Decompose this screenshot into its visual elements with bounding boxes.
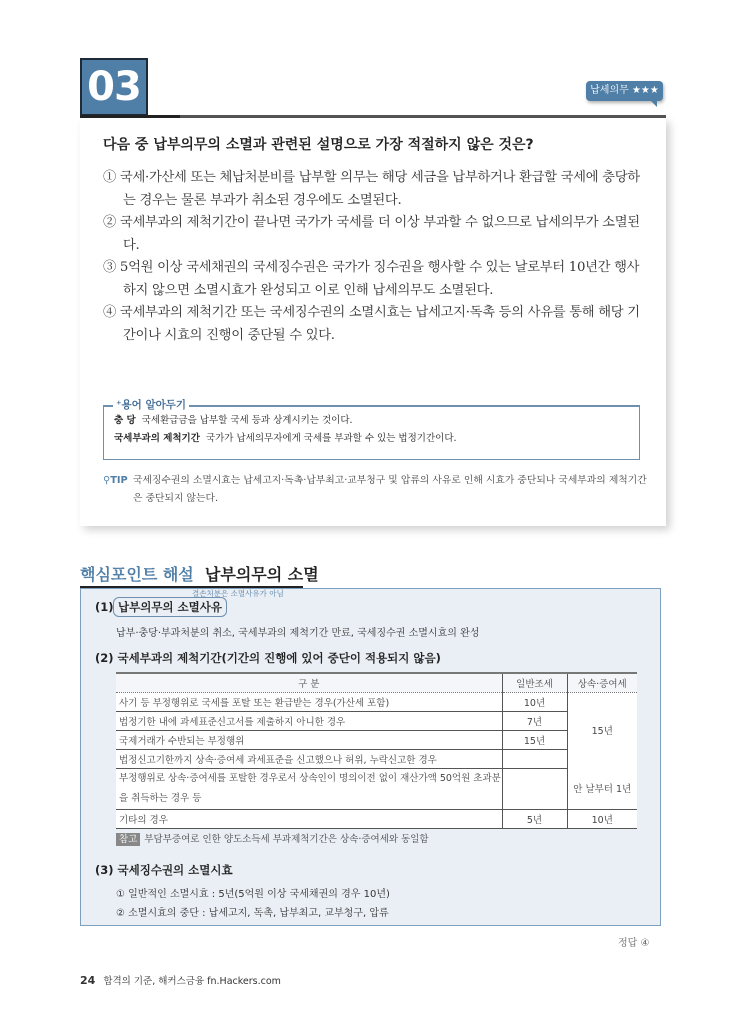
cell: 10년 [567, 809, 637, 828]
table-row [116, 768, 637, 809]
col-header: 구 분 [116, 673, 502, 692]
glossary-term: 국세부과의 제척기간 [114, 433, 200, 444]
s2-heading: (2) 국세부과의 제척기간(기간의 진행에 있어 중단이 적용되지 않음) [95, 651, 441, 665]
glossary-term: 충 당 [114, 415, 136, 426]
table-row [116, 692, 637, 711]
col-header: 상속·증여세 [567, 673, 637, 692]
cell: 국제거래가 수반되는 부정행위 [116, 730, 502, 749]
cell: 기타의 경우 [116, 809, 502, 828]
cell: 15년 [567, 692, 637, 768]
question-text: 다음 중 납부의무의 소멸과 관련된 설명으로 가장 적절하지 않은 것은? [103, 137, 534, 153]
option-3[interactable]: ③ 5억원 이상 국세채권의 국세징수권은 국가가 징수권을 행사할 수 있는 날로부터 10년간 행사하지 않으면 소멸시효가 완성되고 이로 인해 납세의무도 소멸된다. [103, 260, 640, 298]
section-label: 핵심포인트 해설 [80, 565, 194, 584]
glossary-def: 국가가 납세의무자에게 국세를 부과할 수 있는 법정기간이다. [205, 433, 457, 444]
question-number: 03 [80, 58, 148, 116]
topic-badge: 납세의무 ★★★ [586, 81, 663, 101]
page-number: 24 [80, 974, 96, 987]
cell: 안 날부터 1년 [567, 768, 637, 809]
cell: 부정행위로 상속·증여세를 포탈한 경우로서 상속인이 명의이전 없이 재산가액 50억원 초과분을 취득하는 경우 등 [116, 768, 502, 809]
answer: 정답 ④ [618, 938, 650, 949]
cell: 7년 [502, 711, 567, 730]
footer-text: 합격의 기준, 해커스금융 fn.Hackers.com [103, 976, 281, 987]
cell: 법정신고기한까지 상속·증여세 과세표준을 신고했으나 허위, 누락신고한 경우 [116, 749, 502, 768]
glossary-def: 국세환급금을 납부할 국세 등과 상계시키는 것이다. [141, 415, 353, 426]
tip-text: 국세징수권의 소멸시효는 납세고지·독촉·납부최고·교부청구 및 압류의 사유로 인해 시효가 중단되나 국세부과의 제척기간은 중단되지 않는다. [133, 475, 647, 504]
s3-item: ① 일반적인 소멸시효 : 5년(5억원 이상 국세채권의 경우 10년) [116, 889, 390, 900]
cell: 법정기한 내에 과세표준신고서를 제출하지 아니한 경우 [116, 711, 502, 730]
statute-table [116, 672, 637, 829]
table-row [116, 730, 637, 749]
reference-text: 부담부증여로 인한 양도소득세 부과제척기간은 상속·증여세와 동일함 [144, 834, 429, 845]
s1-body: 납부·충당·부과처분의 취소, 국세부과의 제척기간 만료, 국세징수권 소멸시효의 완성 [116, 628, 480, 639]
location-pin-icon: ⚲ [103, 475, 111, 486]
section-heading: 납부의무의 소멸 [204, 565, 319, 584]
reference-note [116, 831, 429, 845]
cell: 10년 [502, 692, 567, 711]
col-header: 일반조세 [502, 673, 567, 692]
option-1[interactable]: ① 국세·가산세 또는 체납처분비를 납부할 의무는 해당 세금을 납부하거나 환급할 국세에 충당하는 경우는 물론 부과가 취소된 경우에도 소멸된다. [103, 170, 640, 208]
table-row [116, 809, 637, 828]
tip-label: TIP [110, 475, 128, 486]
cell: 5년 [502, 809, 567, 828]
table-row [116, 711, 637, 730]
s1-number: (1) [95, 600, 114, 614]
glossary-box [103, 406, 640, 460]
tip [103, 472, 648, 508]
option-4[interactable]: ④ 국세부과의 제척기간 또는 국세징수권의 소멸시효는 납세고지·독촉 등의 사유를 통해 해당 기간이나 시효의 진행이 중단될 수 있다. [103, 305, 640, 343]
cell: 사기 등 부정행위로 국세를 포탈 또는 환급받는 경우(가산세 포함) [116, 692, 502, 711]
footer [80, 973, 281, 987]
s3-item: ② 소멸시효의 중단 : 납세고지, 독촉, 납부최고, 교부청구, 압류 [116, 908, 389, 919]
table-row [116, 749, 637, 768]
cell [502, 749, 567, 768]
section-title [80, 562, 319, 588]
cell: 15년 [502, 730, 567, 749]
handwritten-note: 결손처분은 소멸사유가 아님 [192, 589, 284, 598]
s1-heading: 납부의무의 소멸사유 [113, 597, 227, 617]
glossary-title: ⁺용어 알아두기 [113, 397, 189, 412]
s3-heading: (3) 국세징수권의 소멸시효 [95, 863, 233, 877]
reference-tag: 참고 [116, 833, 140, 846]
cell [502, 768, 567, 809]
option-2[interactable]: ② 국세부과의 제척기간이 끝나면 국가가 국세를 더 이상 부과할 수 없으므로 납세의무가 소멸된다. [103, 215, 640, 253]
